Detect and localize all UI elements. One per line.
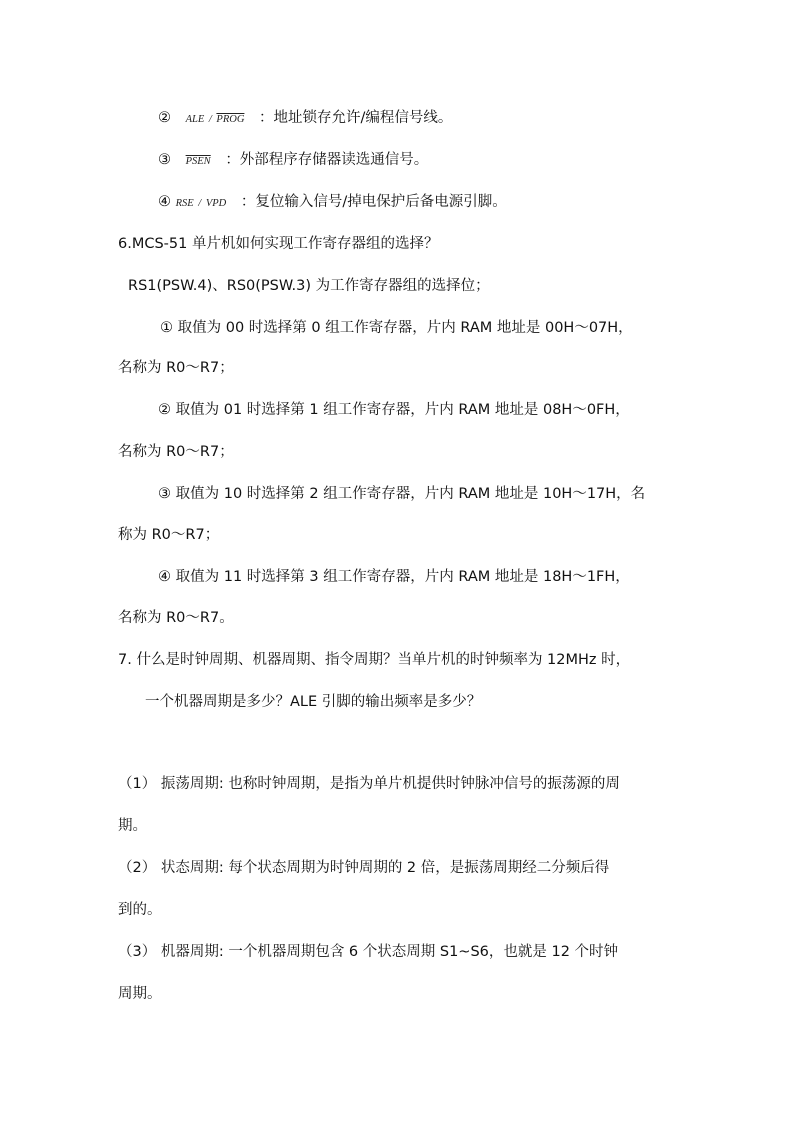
option-2-line1: ② 取值为 01 时选择第 1 组工作寄存器，片内 RAM 地址是 08H～0FH， <box>158 402 630 418</box>
signal-desc: ：地址锁存允许/编程信号线。 <box>259 110 453 126</box>
signal-desc: ：复位输入信号/掉电保护后备电源引脚。 <box>240 194 507 210</box>
pin-separator: / <box>198 198 202 209</box>
option-4-line1: ④ 取值为 11 时选择第 3 组工作寄存器，片内 RAM 地址是 18H～1FH， <box>158 569 630 585</box>
pin-rse: RSE <box>175 198 194 209</box>
signal-line-psen <box>158 150 428 172</box>
option-4-line2: 名称为 R0～R7。 <box>118 610 234 626</box>
pin-prog: PROG <box>216 114 245 125</box>
signal-line-rse <box>158 192 507 214</box>
marker: ② <box>158 110 171 126</box>
marker: ③ <box>158 152 171 168</box>
question-7-line2: 一个机器周期是多少？ALE 引脚的输出频率是多少？ <box>145 694 482 710</box>
option-3-line1: ③ 取值为 10 时选择第 2 组工作寄存器，片内 RAM 地址是 10H～17H，名 <box>158 486 646 502</box>
question-7-line1: 7. 什么是时钟周期、机器周期、指令周期？当单片机的时钟频率为 12MHz 时， <box>118 652 631 668</box>
option-1-line1: ① 取值为 00 时选择第 0 组工作寄存器，片内 RAM 地址是 00H～07H， <box>160 320 633 336</box>
pin-psen: PSEN <box>185 156 211 167</box>
pin-separator: / <box>208 114 212 125</box>
option-1-line2: 名称为 R0～R7； <box>118 360 234 376</box>
option-3-line2: 称为 R0～R7； <box>118 527 220 543</box>
answer-1-line1: （1） 振荡周期: 也称时钟周期，是指为单片机提供时钟脉冲信号的振荡源的周 <box>118 776 620 792</box>
answer-2-line2: 到的。 <box>118 902 162 918</box>
signal-desc: ：外部程序存储器读选通信号。 <box>225 152 429 168</box>
option-2-line2: 名称为 R0～R7； <box>118 444 234 460</box>
pin-vpd: VPD <box>205 198 227 209</box>
answer-2-line1: （2） 状态周期: 每个状态周期为时钟周期的 2 倍，是振荡周期经二分频后得 <box>118 860 610 876</box>
answer-3-line1: （3） 机器周期: 一个机器周期包含 6 个状态周期 S1~S6，也就是 12 个时钟 <box>118 944 619 960</box>
marker: ④ <box>158 194 171 210</box>
pin-ale: ALE <box>185 114 205 125</box>
answer-3-line2: 周期。 <box>118 986 162 1002</box>
signal-line-ale <box>158 108 452 130</box>
answer-1-line2: 期。 <box>118 818 147 834</box>
question-6-title: 6.MCS-51 单片机如何实现工作寄存器组的选择？ <box>118 236 439 252</box>
question-6-intro: RS1(PSW.4)、RS0(PSW.3) 为工作寄存器组的选择位； <box>128 278 490 294</box>
